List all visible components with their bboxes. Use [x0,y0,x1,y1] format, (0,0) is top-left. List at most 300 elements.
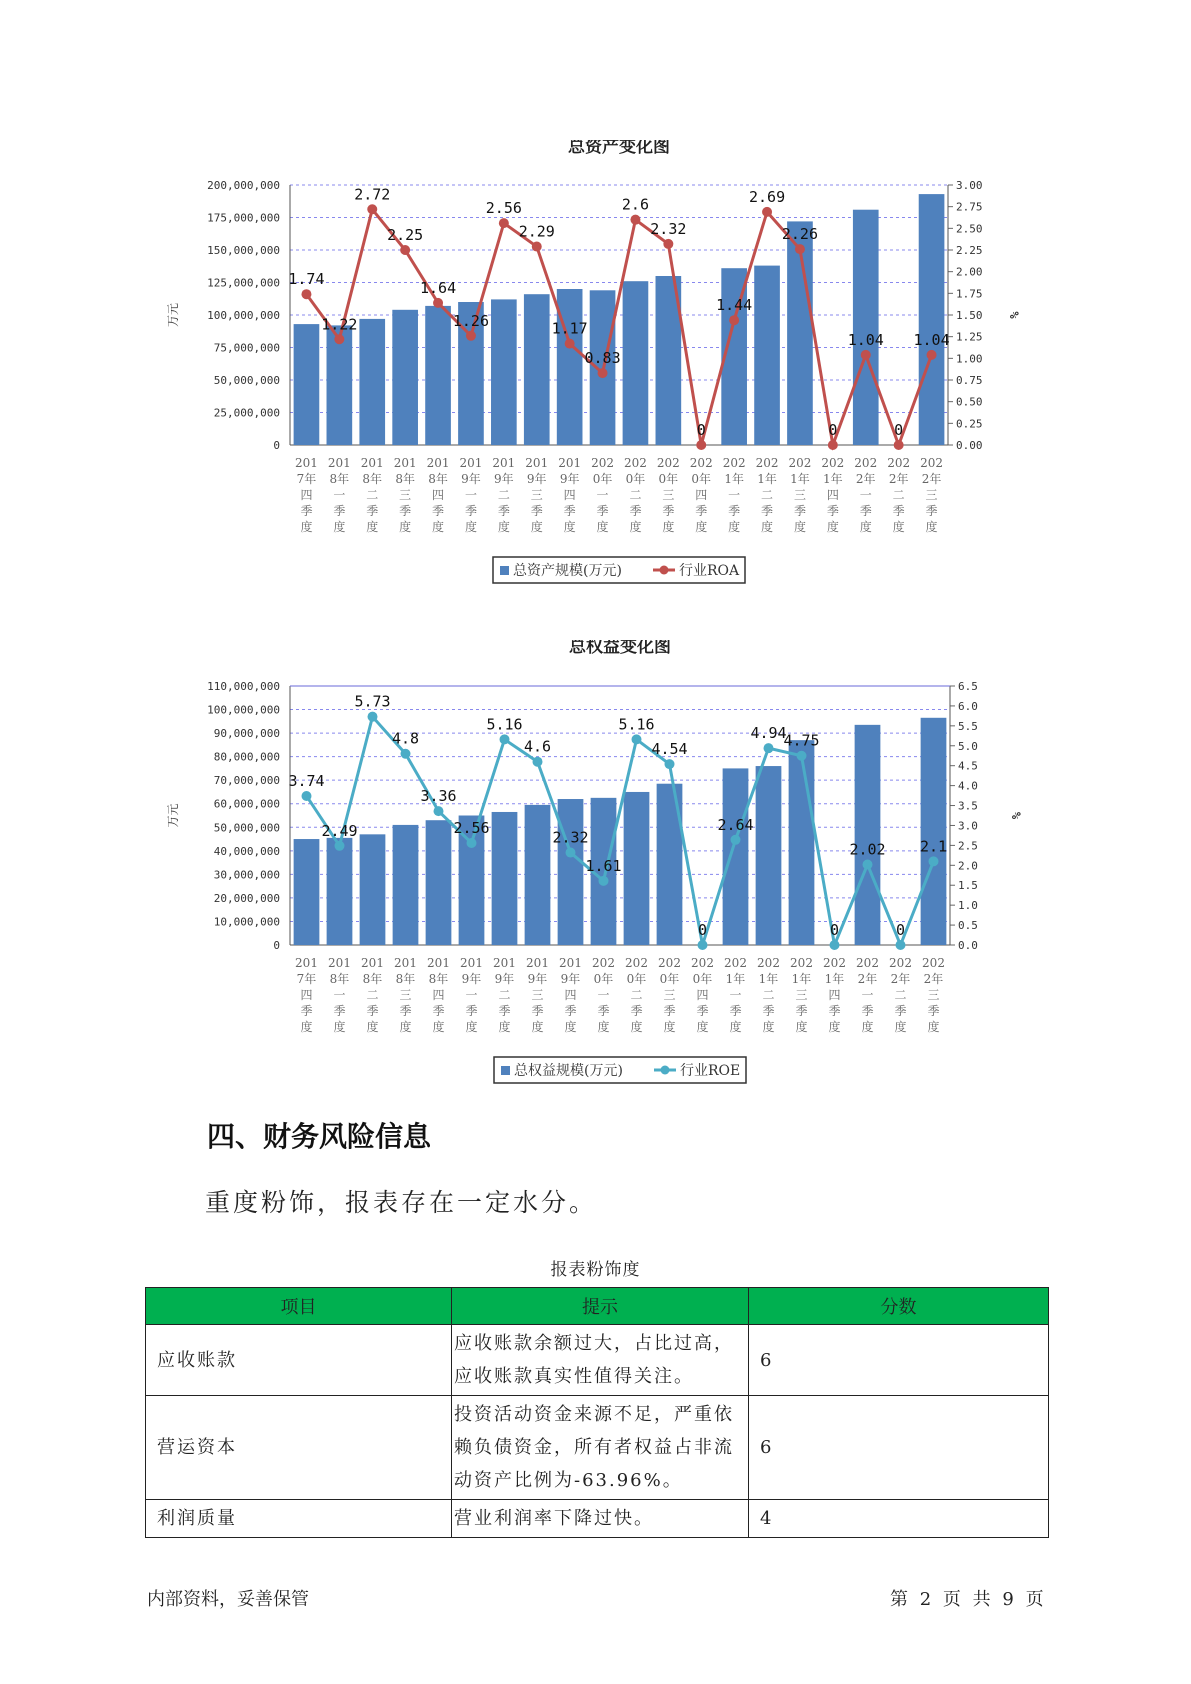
line-point [731,835,741,845]
x-tick-label: 9年 [560,972,581,986]
line-point [533,757,543,767]
row-score: 4 [749,1500,1049,1538]
x-tick-label: 201 [460,956,483,970]
line-point [599,876,609,886]
x-tick-label: 度 [894,1020,907,1034]
x-tick-label: 季 [366,504,379,518]
y-tick-label: 175,000,000 [207,211,280,225]
x-tick-label: 8年 [362,472,383,486]
line-point [335,841,345,851]
line-point [927,350,937,360]
page-total: 9 [1002,1589,1015,1610]
x-tick-label: 季 [762,1004,775,1018]
x-tick-label: 2年 [921,472,942,486]
x-tick-label: 0年 [659,972,680,986]
line-point [401,749,411,759]
x-tick-label: 季 [663,1004,676,1018]
data-label: 2.64 [717,815,754,834]
x-tick-label: 度 [300,520,313,534]
y2-tick-label: 1.75 [956,287,983,301]
y-tick-label: 100,000,000 [207,703,280,717]
x-tick-label: 三 [399,988,412,1002]
data-label: 2.49 [321,821,358,840]
line-point [762,207,772,217]
x-tick-label: 2年 [923,972,944,986]
y2-tick-label: 2.00 [956,265,983,279]
data-label: 1.22 [321,315,358,334]
bar [723,768,749,945]
x-tick-label: 8年 [395,472,415,486]
x-tick-label: 1年 [758,972,779,986]
y-axis-label: 万元 [166,803,180,828]
bar [327,838,353,945]
x-tick-label: 三 [793,488,806,502]
total-equity-chart-svg [0,640,1191,1090]
x-tick-label: 9年 [461,472,481,486]
line-point [499,218,509,228]
x-tick-label: 8年 [395,972,416,986]
x-tick-label: 四 [432,488,445,502]
line-point [367,204,377,214]
x-tick-label: 二 [366,988,379,1002]
x-tick-label: 202 [689,456,713,470]
x-tick-label: 季 [859,504,872,518]
x-tick-label: 201 [492,456,516,470]
x-tick-label: 季 [662,504,675,518]
x-tick-label: 季 [630,1004,643,1018]
x-tick-label: 季 [695,504,708,518]
data-label: 2.72 [354,185,391,204]
data-label: 4.8 [391,729,420,748]
bar [756,766,782,945]
x-tick-label: 1年 [757,472,777,486]
x-tick-label: 度 [563,520,576,534]
data-label: 2.6 [621,195,649,214]
x-tick-label: 季 [696,1004,709,1018]
data-label: 2.32 [552,828,589,847]
x-tick-label: 9年 [494,472,514,486]
y-tick-label: 90,000,000 [213,727,280,741]
line-point [632,734,642,744]
bar [525,805,551,945]
x-tick-label: 季 [464,504,477,518]
legend-bar-label: 总资产规模(万元) [513,563,622,579]
y-tick-label: 50,000,000 [213,821,280,835]
line-point [696,440,706,450]
data-label: 3.36 [420,787,457,806]
y2-tick-label: 2.5 [958,839,978,853]
footer-confidential-note: 内部资料，妥善保管 [147,1589,309,1610]
line-point [466,331,476,341]
data-label: 1.26 [452,311,490,330]
line-point [663,239,673,249]
bar [919,194,945,445]
x-tick-label: 二 [629,488,642,502]
y2-tick-label: 2.0 [958,859,978,873]
x-tick-label: 8年 [329,472,350,486]
row-item: 利润质量 [146,1500,452,1538]
row-hint: 应收账款余额过大，占比过高，应收账款真实性值得关注。 [452,1325,749,1396]
x-tick-label: 202 [821,456,845,470]
x-tick-label: 四 [300,488,313,502]
x-tick-label: 四 [563,488,576,502]
x-tick-label: 四 [432,988,445,1002]
x-tick-label: 四 [300,988,313,1002]
y2-tick-label: 2.50 [956,222,983,236]
x-tick-label: 四 [695,488,708,502]
x-tick-label: 二 [762,988,775,1002]
bar [294,839,320,945]
x-tick-label: 度 [531,1020,544,1034]
x-tick-label: 度 [497,520,510,534]
line-point [302,791,312,801]
x-tick-label: 季 [861,1004,874,1018]
line-point [863,860,873,870]
y-axis-label: 万元 [166,302,180,328]
x-tick-label: 202 [724,956,747,970]
line-point [929,856,939,866]
y-tick-label: 50,000,000 [213,374,280,387]
x-tick-label: 度 [564,1020,577,1034]
x-tick-label: 季 [399,1004,412,1018]
x-tick-label: 201 [525,456,549,470]
line-point [400,245,410,255]
line-point [828,440,838,450]
x-tick-label: 度 [464,520,477,534]
x-tick-label: 202 [922,956,945,970]
x-tick-label: 201 [559,956,582,970]
legend-bar-swatch [501,1066,510,1075]
x-tick-label: 202 [788,456,812,470]
x-tick-label: 度 [399,520,412,534]
y-tick-label: 75,000,000 [213,341,280,355]
x-tick-label: 0年 [625,472,646,486]
legend-line-marker [661,1066,670,1075]
x-tick-label: 季 [892,504,905,518]
x-tick-label: 202 [691,956,714,970]
x-tick-label: 1年 [724,472,744,486]
x-tick-label: 度 [597,1020,610,1034]
legend-line-label: 行业ROA [679,563,740,579]
x-tick-label: 一 [333,988,346,1002]
line-point [665,759,675,769]
x-tick-label: 四 [828,988,841,1002]
x-tick-label: 季 [795,1004,808,1018]
header-score: 分数 [749,1288,1049,1325]
x-tick-label: 202 [625,956,648,970]
bar [921,718,947,945]
data-label: 5.73 [354,692,391,711]
x-tick-label: 度 [663,1020,676,1034]
x-tick-label: 202 [623,456,647,470]
x-tick-label: 202 [722,456,746,470]
x-tick-label: 0年 [626,972,647,986]
x-tick-label: 201 [558,456,582,470]
x-tick-label: 度 [861,1020,874,1034]
x-tick-label: 季 [596,504,609,518]
y2-tick-label: 1.25 [956,330,983,344]
x-tick-label: 四 [696,988,709,1002]
y-tick-label: 0 [273,439,280,452]
bar [855,725,881,945]
x-tick-label: 202 [592,956,615,970]
footer-page-number [890,1585,1049,1611]
x-tick-label: 季 [927,1004,940,1018]
x-tick-label: 201 [394,956,417,970]
y-tick-label: 100,000,000 [207,309,280,322]
bar [558,799,584,945]
x-tick-label: 度 [826,520,839,534]
y-tick-label: 30,000,000 [213,868,280,882]
data-label: 2.56 [485,199,522,218]
data-label: 0 [829,921,840,939]
x-tick-label: 201 [328,956,351,970]
x-tick-label: 三 [795,988,808,1002]
bar [853,210,879,445]
x-tick-label: 8年 [329,972,350,986]
bar [360,834,386,945]
x-tick-label: 201 [427,956,450,970]
x-tick-label: 二 [366,488,379,502]
bar [294,324,320,445]
data-label: 2.56 [453,818,490,837]
x-tick-label: 季 [465,1004,478,1018]
x-tick-label: 季 [761,504,774,518]
data-label: 4.75 [783,731,820,750]
y2-tick-label: 1.00 [956,352,983,366]
x-tick-label: 度 [762,1020,775,1034]
x-tick-label: 三 [662,488,675,502]
x-tick-label: 季 [793,504,806,518]
line-point [598,368,608,378]
x-tick-label: 二 [894,988,907,1002]
y2-tick-label: 5.0 [958,739,978,753]
x-tick-label: 季 [432,504,445,518]
data-label: 0.83 [584,349,621,368]
y2-tick-label: 3.00 [956,179,983,192]
x-tick-label: 四 [826,488,839,502]
x-tick-label: 2年 [890,972,911,986]
x-tick-label: 度 [696,1020,709,1034]
total-assets-chart [0,140,1191,590]
x-tick-label: 季 [894,1004,907,1018]
y2-tick-label: 2.75 [956,200,983,214]
x-tick-label: 度 [432,1020,445,1034]
x-tick-label: 度 [432,520,445,534]
y-tick-label: 40,000,000 [213,844,280,858]
x-tick-label: 2年 [888,472,909,486]
x-tick-label: 度 [828,1020,841,1034]
x-tick-label: 202 [889,956,912,970]
x-tick-label: 0年 [691,472,712,486]
x-tick-label: 201 [295,956,318,970]
x-tick-label: 度 [729,1020,742,1034]
y-tick-label: 200,000,000 [207,179,280,192]
bar [623,281,649,445]
bar [426,820,452,945]
data-label: 2.32 [650,219,687,238]
table-caption: 报表粉饰度 [550,1260,641,1280]
table-header-row [146,1288,1049,1325]
line-point [764,743,774,753]
x-tick-label: 度 [728,520,741,534]
x-tick-label: 202 [591,456,615,470]
line-point [566,848,576,858]
x-tick-label: 一 [728,488,741,502]
line-point [434,806,444,816]
line-point [334,334,344,344]
x-tick-label: 202 [823,956,846,970]
x-tick-label: 季 [432,1004,445,1018]
data-label: 1.61 [585,856,622,875]
x-tick-label: 季 [333,1004,346,1018]
x-tick-label: 二 [498,988,511,1002]
x-tick-label: 2年 [857,972,878,986]
x-tick-label: 202 [757,956,780,970]
risk-summary: 重度粉饰，报表存在一定水分。 [205,1188,598,1217]
x-tick-label: 三 [925,488,938,502]
x-tick-label: 三 [399,488,412,502]
x-tick-label: 7年 [296,972,317,986]
x-tick-label: 一 [861,988,874,1002]
line-point [630,215,640,225]
y-tick-label: 70,000,000 [213,774,280,788]
header-hint: 提示 [452,1288,749,1325]
x-tick-label: 度 [925,520,938,534]
bar [524,294,550,445]
y2-tick-label: 2.25 [956,244,983,257]
data-label: 1.64 [419,278,457,297]
y2-tick-label: 4.0 [958,779,978,793]
x-tick-label: 度 [498,1020,511,1034]
bar [491,299,517,445]
x-tick-label: 季 [597,1004,610,1018]
x-tick-label: 季 [563,504,576,518]
x-tick-label: 季 [531,1004,544,1018]
x-tick-label: 度 [465,1020,478,1034]
x-tick-label: 一 [729,988,742,1002]
x-tick-label: 季 [828,1004,841,1018]
x-tick-label: 一 [464,488,477,502]
line-point [861,350,871,360]
x-tick-label: 季 [530,504,543,518]
x-tick-label: 202 [755,456,779,470]
y2-axis-label: % [1009,811,1023,820]
data-label: 5.16 [486,715,523,734]
line-point [301,289,311,299]
data-label: 4.54 [651,740,688,759]
bar [393,825,419,945]
data-label: 0 [697,921,708,939]
line-point [797,751,807,761]
line-point [467,838,477,848]
x-tick-label: 季 [629,504,642,518]
y2-tick-label: 5.5 [958,719,978,733]
line-point [433,298,443,308]
data-label: 2.69 [748,187,786,206]
x-tick-label: 度 [892,520,905,534]
line-point [532,242,542,252]
total-equity-chart [0,640,1191,1090]
x-tick-label: 三 [530,488,543,502]
bar [425,306,451,445]
x-tick-label: 二 [630,988,643,1002]
x-tick-label: 一 [333,488,346,502]
x-tick-label: 度 [662,520,675,534]
line-point [830,940,840,950]
x-tick-label: 0年 [593,972,614,986]
y-tick-label: 125,000,000 [207,276,280,290]
x-tick-label: 度 [859,520,872,534]
y2-tick-label: 0.0 [958,939,978,952]
x-tick-label: 度 [695,520,708,534]
x-tick-label: 8年 [428,472,448,486]
bar [789,740,815,945]
x-tick-label: 9年 [461,972,482,986]
y-tick-label: 10,000,000 [213,915,280,929]
x-tick-label: 度 [399,1020,412,1034]
row-score: 6 [749,1396,1049,1500]
page-total-prefix: 共 [972,1589,992,1610]
x-tick-label: 三 [663,988,676,1002]
x-tick-label: 201 [360,456,384,470]
bar [557,289,583,445]
header-item: 项目 [146,1288,452,1325]
x-tick-label: 201 [426,456,450,470]
x-tick-label: 9年 [526,472,547,486]
x-tick-label: 201 [327,456,351,470]
section-title: 四、财务风险信息 [207,1120,432,1153]
x-tick-label: 度 [596,520,609,534]
x-tick-label: 202 [854,456,878,470]
row-hint: 营业利润率下降过快。 [452,1500,749,1538]
x-tick-label: 201 [526,956,549,970]
y2-tick-label: 0.00 [956,439,983,452]
y-tick-label: 20,000,000 [213,891,280,905]
x-tick-label: 季 [729,1004,742,1018]
x-tick-label: 度 [366,520,379,534]
x-tick-label: 季 [826,504,839,518]
data-label: 0 [828,421,838,439]
table-row [146,1325,1049,1396]
x-tick-label: 1年 [725,972,746,986]
x-tick-label: 202 [790,956,813,970]
x-tick-label: 7年 [296,472,317,486]
x-tick-label: 季 [498,1004,511,1018]
data-label: 2.26 [781,225,819,244]
data-label: 3.74 [288,771,325,790]
data-label: 4.6 [523,737,552,756]
data-label: 0 [894,421,904,439]
page-mid: 页 [942,1589,962,1610]
x-tick-label: 202 [656,456,680,470]
y-tick-label: 60,000,000 [213,797,280,811]
line-point [565,339,575,349]
line-point [698,940,708,950]
data-label: 1.04 [847,330,884,349]
x-tick-label: 9年 [527,972,548,986]
y-tick-label: 0 [273,939,280,952]
y-tick-label: 80,000,000 [213,750,280,764]
y2-tick-label: 0.5 [958,919,978,933]
table-row [146,1396,1049,1500]
x-tick-label: 1年 [791,972,812,986]
x-tick-label: 度 [793,520,806,534]
x-tick-label: 2年 [855,472,876,486]
x-tick-label: 四 [564,988,577,1002]
x-tick-label: 一 [465,988,478,1002]
line-point [500,734,510,744]
